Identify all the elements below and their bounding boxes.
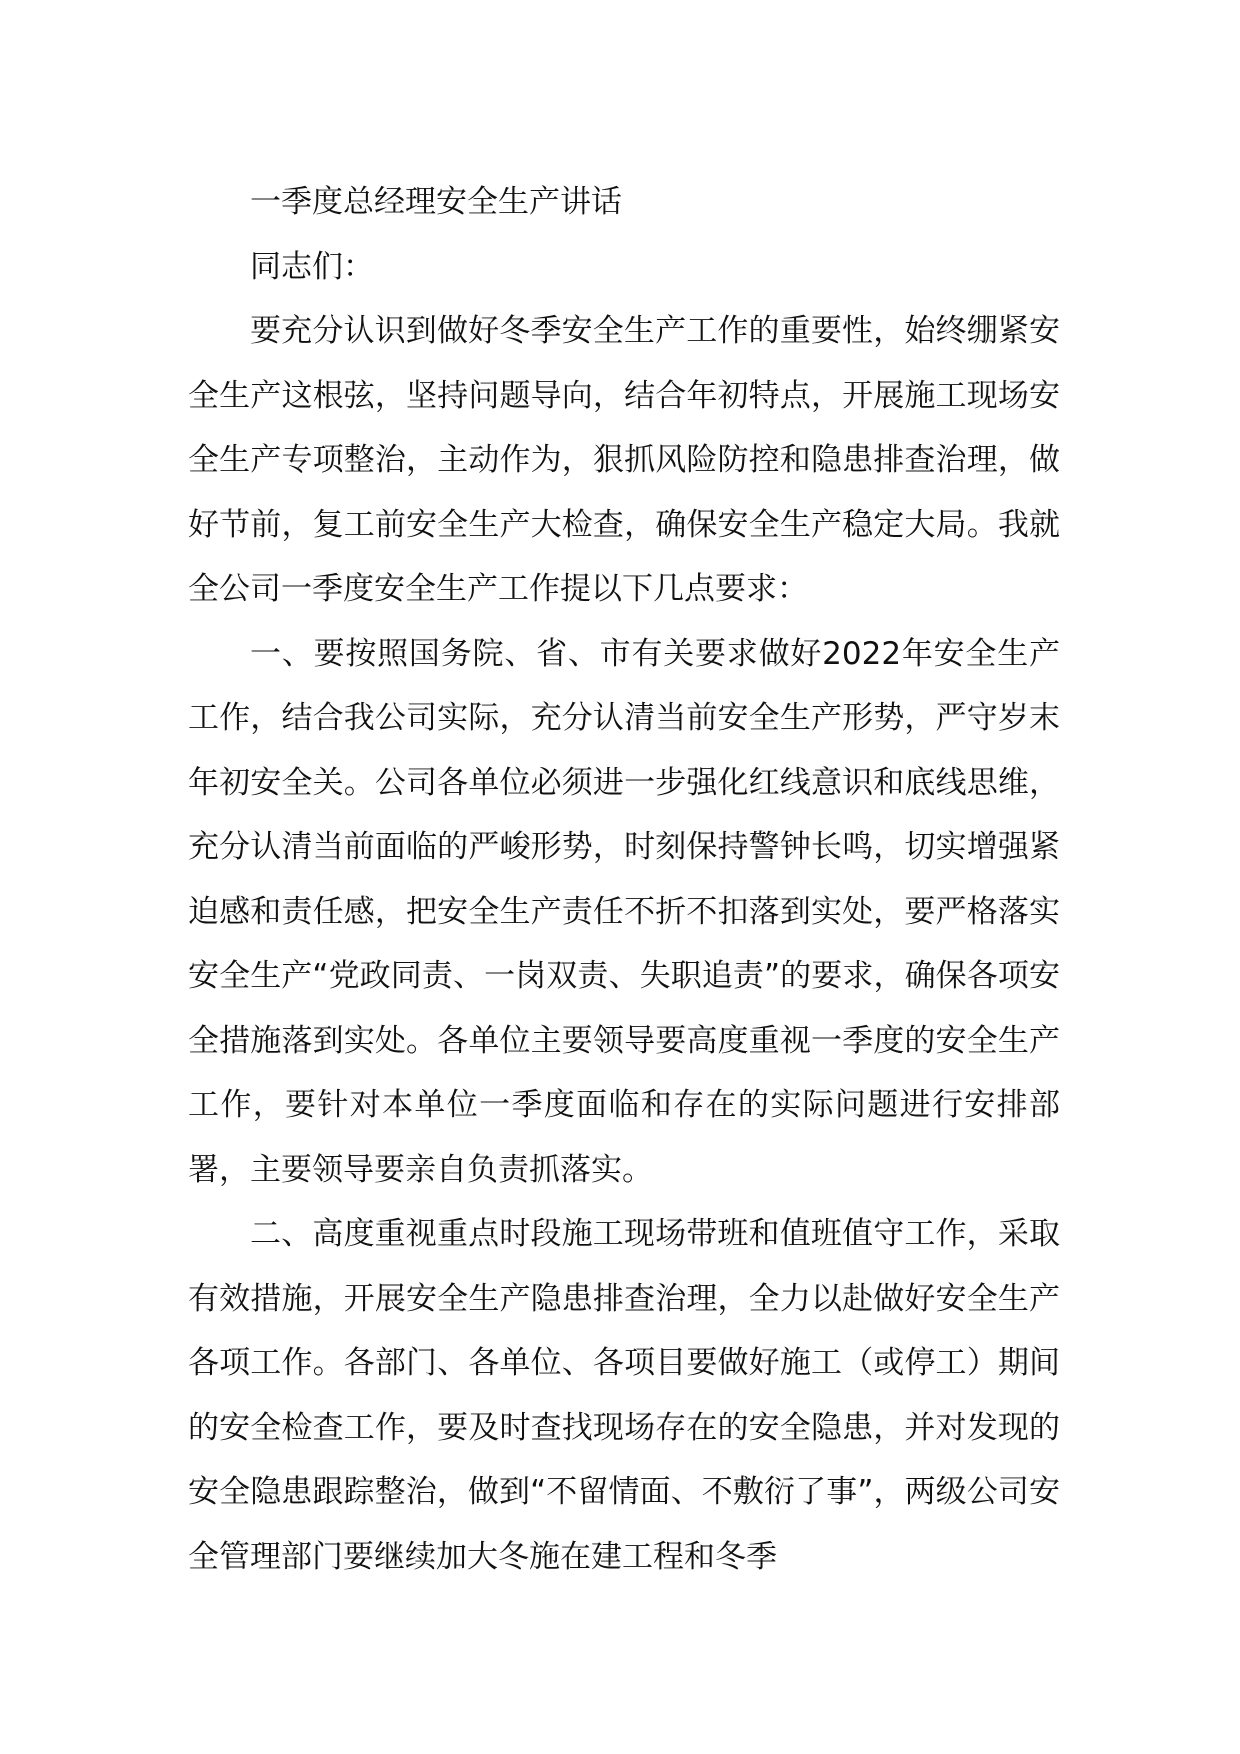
paragraph-intro: 要充分认识到做好冬季安全生产工作的重要性，始终绷紧安全生产这根弦，坚持问题导向，结合年初特点，开展施工现场安全生产专项整治，主动作为，狠抓风险防控和隐患排查治理，做好节前，复工前安全生产大检查，确保安全生产稳定大局。我就全公司一季度安全生产工作提以下几点要求： (188, 313, 1060, 607)
document-title: 一季度总经理安全生产讲话 (250, 184, 622, 220)
paragraph-item-one: 一、要按照国务院、省、市有关要求做好2022年安全生产工作，结合我公司实际，充分认清当前安全生产形势，严守岁末年初安全关。公司各单位必须进一步强化红线意识和底线思维，充分认清当前面临的严峻形势，时刻保持警钟长鸣，切实增强紧迫感和责任感，把安全生产责任不折不扣落到实处，要严格落实安全生产“党政同责、一岗双责、失职追责”的要求，确保各项安全措施落到实处。各单位主要领导要高度重视一季度的安全生产工作，要针对本单位一季度面临和存在的实际问题进行安排部署，主要领导要亲自负责抓落实。 (188, 635, 1060, 1188)
salutation: 同志们： (250, 248, 374, 285)
paragraph-item-two: 二、高度重视重点时段施工现场带班和值班值守工作，采取有效措施，开展安全生产隐患排查治理，全力以赴做好安全生产各项工作。各部门、各单位、各项目要做好施工（或停工）期间的安全检查工作，要及时查找现场存在的安全隐患，并对发现的安全隐患跟踪整治，做到“不留情面、不敷衍了事”，两级公司安全管理部门要继续加大冬施在建工程和冬季 (188, 1216, 1060, 1575)
document-body (188, 170, 1060, 1589)
